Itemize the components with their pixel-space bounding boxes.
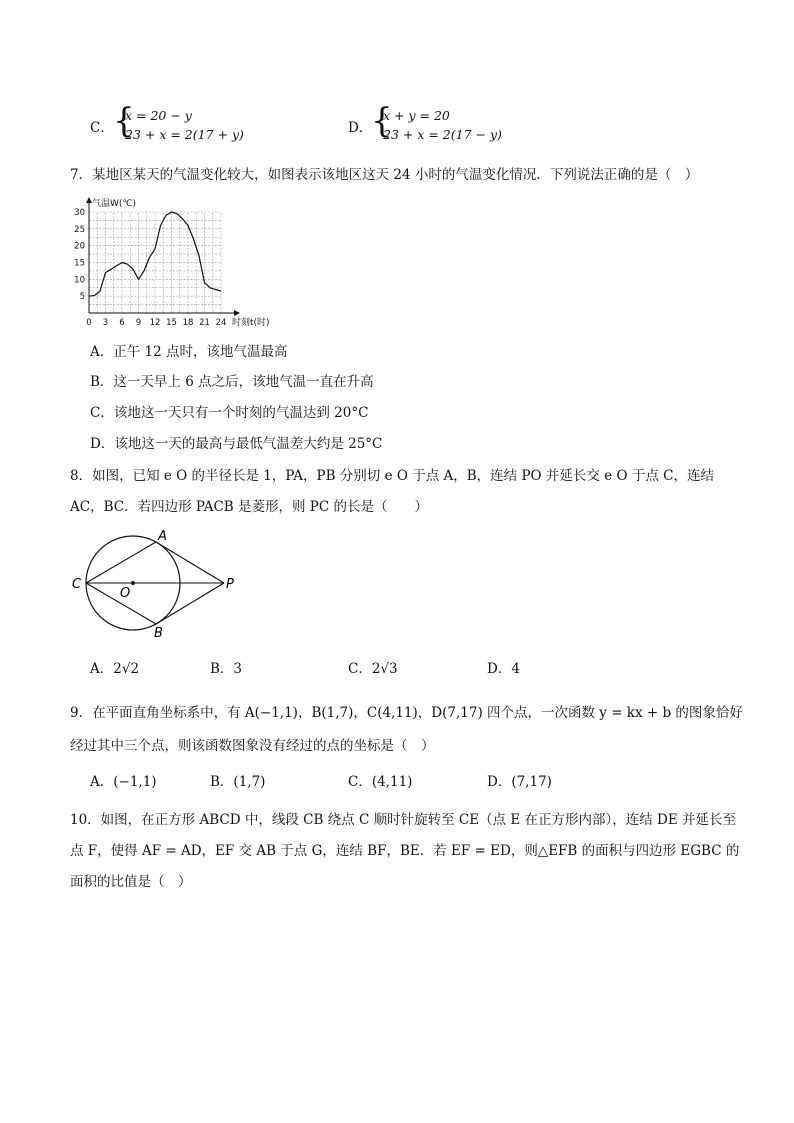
- option-label: A．: [90, 774, 114, 790]
- option-text: (7,17): [511, 774, 552, 790]
- q7-stem: 7．某地区某天的气温变化较大，如图表示该地区这天 24 小时的气温变化情况．下列说法正确的是（ ）: [70, 167, 699, 183]
- label-c: C: [72, 577, 82, 592]
- option-label: B．: [210, 774, 234, 790]
- x-axis-arrow-icon: [234, 310, 240, 316]
- option-text: 4: [511, 661, 520, 677]
- option-text: 这一天早上 6 点之后，该地气温一直在升高: [113, 374, 374, 390]
- x-tick-label: 18: [182, 318, 194, 328]
- option-label: B．: [210, 661, 234, 677]
- x-tick-label: 6: [119, 318, 125, 328]
- q9-stem-line1: 9．在平面直角坐标系中，有 A(−1,1)，B(1,7)，C(4,11)，D(7,17) 四个点，一次函数 y = kx + b 的图象恰好: [70, 705, 743, 721]
- option-text: (1,7): [233, 774, 266, 790]
- x-axis-label: 时刻t(时): [232, 318, 270, 328]
- y-tick-label: 15: [74, 258, 85, 269]
- option-label: C．: [90, 120, 114, 136]
- option-label: C．: [348, 661, 372, 677]
- x-tick-label: 24: [215, 318, 227, 328]
- x-tick-label: 15: [166, 318, 177, 328]
- q10-stem-line3: 面积的比值是（ ）: [70, 874, 192, 890]
- option-label: A．: [90, 661, 114, 677]
- q7-option-d: [90, 434, 382, 454]
- option-label: B．: [90, 374, 114, 390]
- label-b: B: [154, 626, 163, 641]
- y-tick-label: 30: [74, 208, 85, 218]
- q9-option-d: [487, 772, 552, 792]
- q9-option-b: [210, 772, 265, 792]
- equation-line: x = 20 − y: [125, 108, 192, 123]
- equation-line: x + y = 20: [383, 108, 450, 123]
- q9-option-c: [348, 772, 412, 792]
- x-tick-label: 3: [102, 318, 109, 328]
- brace-icon: {: [371, 101, 393, 141]
- x-tick-label: 21: [199, 318, 210, 328]
- option-label: A．: [90, 344, 114, 360]
- x-tick-label: 12: [149, 318, 161, 328]
- y-tick-label: 5: [79, 292, 85, 303]
- option-label: C．: [90, 405, 114, 421]
- y-tick-label: 20: [74, 241, 85, 252]
- label-a: A: [158, 529, 167, 544]
- option-label: D．: [348, 120, 373, 136]
- q8-option-b: [210, 659, 242, 679]
- option-label: D．: [90, 436, 115, 452]
- q9-option-a: [90, 772, 157, 792]
- equation-line: 23 + x = 2(17 + y): [125, 127, 244, 142]
- line-ap: [156, 542, 224, 583]
- q7-option-c: [90, 403, 368, 423]
- line-ca: [86, 542, 156, 583]
- option-label: D．: [487, 661, 512, 677]
- q10-stem-line1: 10．如图，在正方形 ABCD 中，线段 CB 绕点 C 顺时针旋转至 CE（点 E 在正方形内部），连结 DE 并延长至: [70, 812, 737, 828]
- q10-stem-line2: 点 F，使得 AF = AD，EF 交 AB 于点 G，连结 BF，BE．若 EF = ED，则△EFB 的面积与四边形 EGBC 的: [70, 843, 740, 859]
- q7-option-a: [90, 342, 288, 362]
- option-label: D．: [487, 774, 512, 790]
- option-text: 2√3: [371, 661, 398, 677]
- option-text: 该地这一天的最高与最低气温差大约是 25°C: [114, 436, 383, 452]
- equation-line: 23 + x = 2(17 − y): [383, 127, 502, 142]
- q8-stem-line1: 8．如图，已知 e O 的半径长是 1，PA，PB 分别切 e O 于点 A，B，连结 PO 并延长交 e O 于点 C，连结: [70, 468, 714, 484]
- option-text: (4,11): [371, 774, 413, 790]
- option-text: (−1,1): [113, 774, 157, 790]
- brace-icon: {: [113, 101, 135, 141]
- option-text: 该地这一天只有一个时刻的气温达到 20°C: [113, 405, 369, 421]
- option-text: 正午 12 点时，该地气温最高: [113, 344, 288, 360]
- x-tick-label: 0: [86, 318, 92, 328]
- q7-option-b: [90, 372, 374, 392]
- q8-option-d: [487, 659, 520, 679]
- q7-temperature-chart: [70, 192, 290, 334]
- q8-option-a: [90, 659, 139, 679]
- q8-option-c: [348, 659, 398, 679]
- option-text: 3: [233, 661, 243, 677]
- q6-option-c: [90, 118, 114, 138]
- line-bp: [156, 583, 224, 624]
- label-p: P: [226, 577, 234, 592]
- option-label: C．: [348, 774, 372, 790]
- x-tick-label: 9: [135, 318, 142, 328]
- y-axis-label: 气温W(℃): [92, 199, 137, 209]
- q8-stem-line2: AC，BC．若四边形 PACB 是菱形，则 PC 的长是（ ）: [70, 499, 428, 515]
- y-tick-label: 25: [74, 224, 85, 235]
- label-o: O: [120, 586, 131, 601]
- q9-stem-line2: 经过其中三个点，则该函数图象没有经过的点的坐标是（ ）: [70, 738, 435, 754]
- center-point-o: [131, 581, 135, 585]
- option-text: 2√2: [113, 661, 140, 677]
- q6-option-d: [348, 118, 372, 138]
- q8-circle-tangent-figure: [68, 525, 243, 643]
- y-tick-label: 10: [74, 275, 85, 286]
